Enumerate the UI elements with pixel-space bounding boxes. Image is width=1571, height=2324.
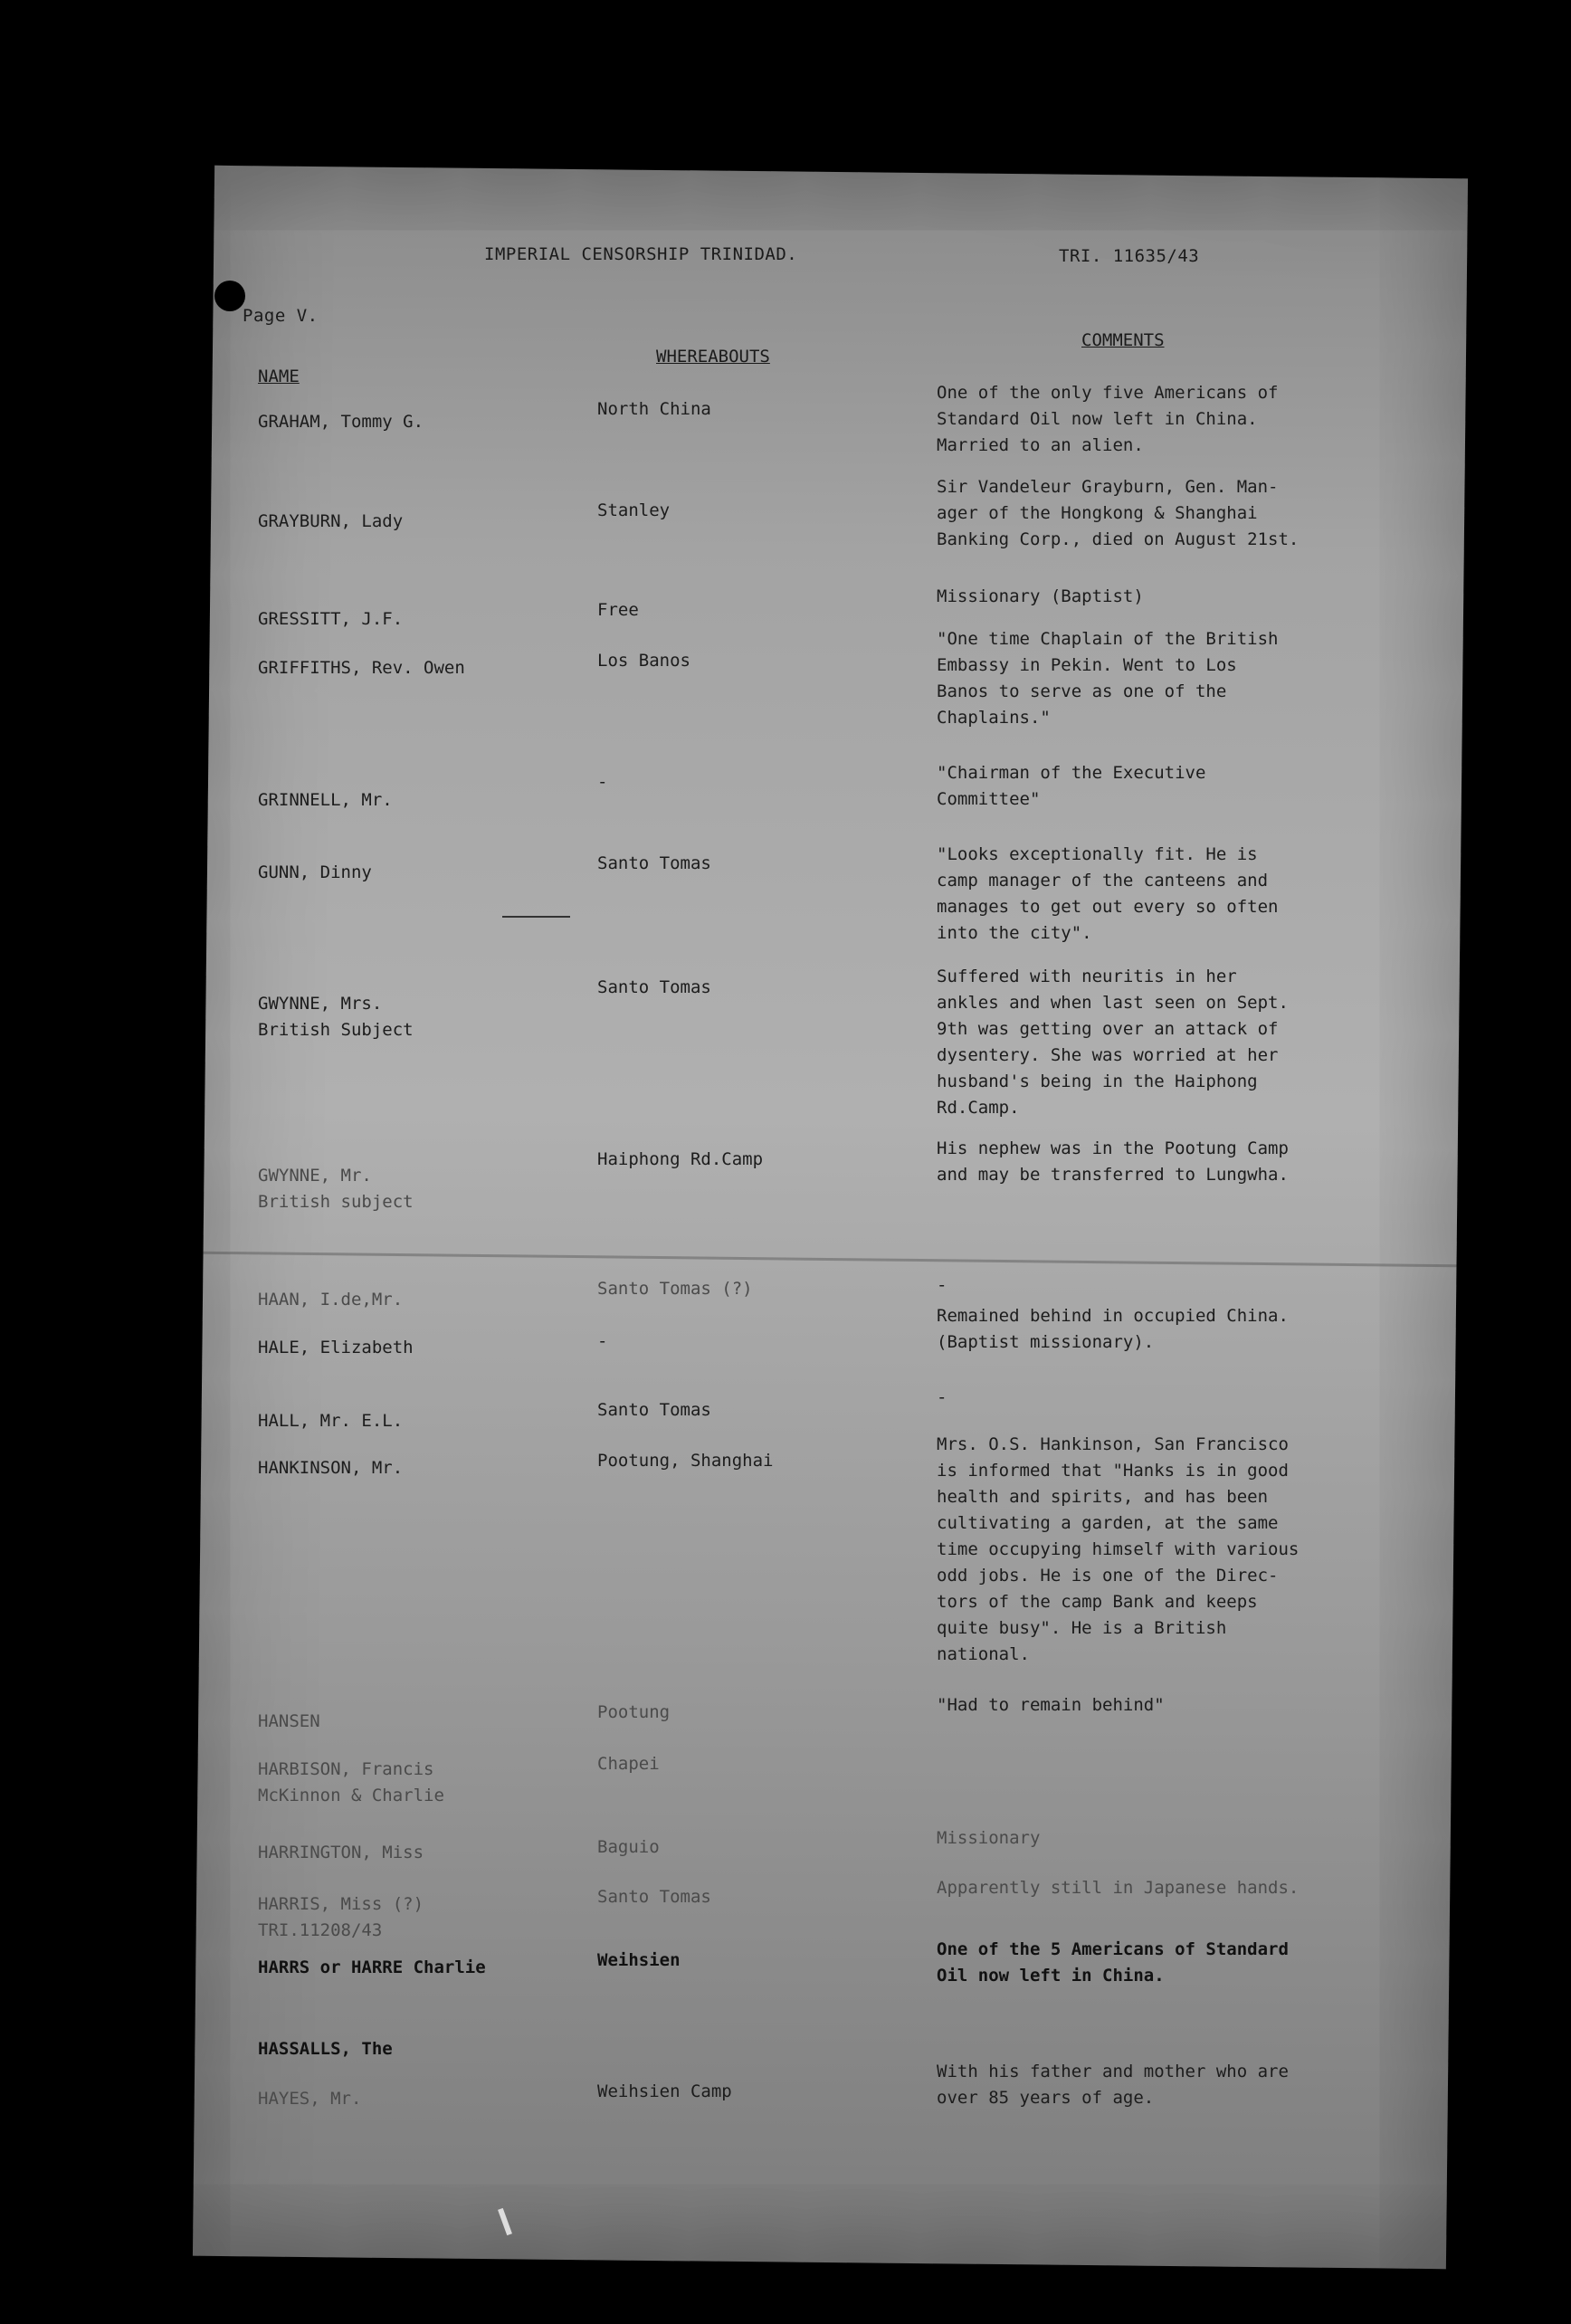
entry-whereabouts: Santo Tomas (?) [597,1279,753,1299]
punch-hole [214,281,245,311]
entry-whereabouts: - [597,772,608,792]
entry-name: HANKINSON, Mr. [258,1458,404,1478]
entry-whereabouts: Baguio [597,1837,660,1857]
entry-whereabouts: Santo Tomas [597,1400,711,1420]
entry-comments: "One time Chaplain of the British Embassy in Pekin. Went to Los Banos to serve as one of the Chaplains." [937,629,1279,728]
entry-name: HARRINGTON, Miss [258,1843,424,1862]
entry-name: HALL, Mr. E.L. [258,1411,404,1431]
entry-comments: Mrs. O.S. Hankinson, San Francisco is informed that "Hanks is in good health and spirits, and has been cultivating a garden, at the same time occupying himself with various odd jobs. He is one of the Direc- tors of the camp Bank and keeps quite busy". He is a British national. [937,1434,1300,1664]
column-header-whereabouts: WHEREABOUTS [656,347,770,367]
entry-comments: Apparently still in Japanese hands. [937,1878,1300,1898]
entry-name: GWYNNE, Mr. British subject [258,1166,414,1212]
column-header-name: NAME [258,367,300,386]
entry-comments: One of the 5 Americans of Standard Oil now left in China. [937,1939,1289,1986]
entry-name: HANSEN [258,1711,320,1731]
entry-whereabouts: Pootung, Shanghai [597,1451,774,1471]
entry-whereabouts: Santo Tomas [597,853,711,873]
entry-name: GUNN, Dinny [258,862,372,882]
entry-whereabouts: - [597,1331,608,1351]
entry-comments: Remained behind in occupied China. (Baptist missionary). [937,1306,1289,1352]
entry-comments: Missionary (Baptist) [937,586,1144,606]
entry-name: HARRIS, Miss (?) TRI.11208/43 [258,1894,424,1940]
entry-name: GRIFFITHS, Rev. Owen [258,658,465,678]
entry-name: HARBISON, Francis McKinnon & Charlie [258,1759,444,1805]
entry-name: HARRS or HARRE Charlie [258,1957,486,1977]
entry-whereabouts: Weihsien Camp [597,2081,732,2101]
entry-comments: One of the only five Americans of Standard Oil now left in China. Married to an alien. [937,383,1279,455]
entry-whereabouts: Los Banos [597,651,690,671]
entry-whereabouts: Chapei [597,1754,660,1774]
page-number: Page V. [243,306,319,326]
entry-comments: Sir Vandeleur Grayburn, Gen. Man- ager of the Hongkong & Shanghai Banking Corp., died on August 21st. [937,477,1300,549]
entry-comments: "Had to remain behind" [937,1695,1165,1715]
entry-name: HAYES, Mr. [258,2089,362,2109]
entry-whereabouts: Stanley [597,500,671,520]
entry-name: GRAYBURN, Lady [258,511,404,531]
document-title: IMPERIAL CENSORSHIP TRINIDAD. [484,244,798,264]
entry-name: GWYNNE, Mrs. British Subject [258,994,414,1040]
entry-comments: His nephew was in the Pootung Camp and may be transferred to Lungwha. [937,1138,1289,1185]
entry-whereabouts: North China [597,399,711,419]
entry-name: GRINNELL, Mr. [258,790,393,810]
entry-name: HASSALLS, The [258,2039,393,2059]
entry-comments: "Chairman of the Executive Committee" [937,763,1206,809]
entry-whereabouts: Santo Tomas [597,977,711,997]
entry-whereabouts: Free [597,600,639,620]
column-header-comments: COMMENTS [1081,330,1165,350]
entry-name: HALE, Elizabeth [258,1338,414,1357]
entry-name: GRESSITT, J.F. [258,609,404,629]
separator-mark [502,916,570,918]
entry-comments: - [937,1387,947,1407]
reference-number: TRI. 11635/43 [1059,246,1200,266]
entry-name: GRAHAM, Tommy G. [258,412,424,432]
entry-comments: - [937,1275,947,1295]
entry-whereabouts: Weihsien [597,1950,681,1970]
entry-whereabouts: Santo Tomas [597,1887,711,1907]
entry-whereabouts: Haiphong Rd.Camp [597,1149,764,1169]
entry-comments: Suffered with neuritis in her ankles and when last seen on Sept. 9th was getting over an attack of dysentery. She was worried at her husband's being in the Haiphong Rd.Camp. [937,967,1289,1118]
entry-comments: "Looks exceptionally fit. He is camp manager of the canteens and manages to get out every so often into the city". [937,844,1279,943]
entry-name: HAAN, I.de,Mr. [258,1290,404,1310]
entry-comments: With his father and mother who are over 85 years of age. [937,2062,1289,2108]
entry-comments: Missionary [937,1828,1041,1848]
entry-whereabouts: Pootung [597,1702,671,1722]
